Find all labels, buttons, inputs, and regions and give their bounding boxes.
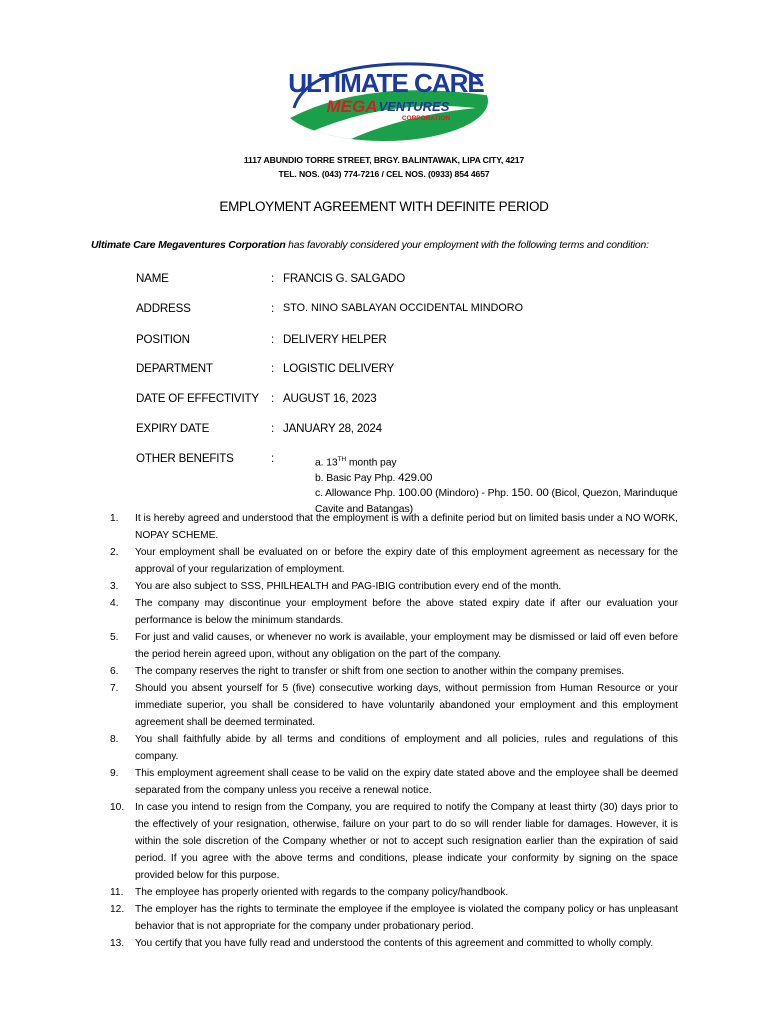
field-value: DELIVERY HELPER [283, 333, 387, 346]
benefit-text: a. 13 [315, 457, 338, 469]
term-text: Should you absent yourself for 5 (five) consecutive working days, without permission from Human Resource or your immediate superior, you shall be considered to have voluntarily abandoned your employment and this employment agreement shall be deemed terminated. [135, 683, 678, 728]
term-text: The employer has the rights to terminate the employee if the employee is violated the company policy or has unpleasant behavior that is not appropriate for the company under probationary period. [135, 904, 678, 932]
term-number: 13. [110, 938, 125, 949]
field-label: EXPIRY DATE [136, 422, 210, 435]
term-text: You certify that you have fully read and understood the contents of this agreement and committed to wholly comply. [135, 938, 654, 949]
document-title: EMPLOYMENT AGREEMENT WITH DEFINITE PERIOD [219, 199, 549, 214]
term-text: It is hereby agreed and understood that the employment is with a definite period but on limited basis under a NO WORK, NOPAY SCHEME. [135, 513, 678, 541]
term-item [110, 663, 678, 680]
term-number: 11. [110, 887, 124, 898]
term-text: The company may discontinue your employment before the above stated expiry date if after our evaluation your performance is below the minimum standards. [135, 598, 678, 626]
field-value: LOGISTIC DELIVERY [283, 362, 395, 375]
benefit-13th-month [315, 452, 695, 471]
field-label: DATE OF EFFECTIVITY [136, 392, 259, 405]
term-item [110, 901, 678, 935]
term-number: 8. [110, 734, 119, 745]
svg-text:MEGA: MEGA [326, 97, 378, 116]
field-label: ADDRESS [136, 302, 191, 315]
svg-text:VENTURES: VENTURES [378, 99, 450, 114]
field-colon: : [271, 422, 275, 435]
field-value: FRANCIS G. SALGADO [283, 272, 406, 285]
allowance-amount-mindoro: 100.00 [398, 487, 433, 500]
field-label: DEPARTMENT [136, 362, 213, 375]
term-text: The company reserves the right to transfer or shift from one section to another within the company premises. [135, 666, 625, 677]
term-item [110, 731, 678, 765]
term-text: You shall faithfully abide by all terms and conditions of employment and all policies, rules and regulations of this company. [135, 734, 678, 762]
term-item [110, 680, 678, 731]
intro-text: has favorably considered your employment with the following terms and condition: [285, 240, 649, 251]
benefit-superscript: TH [337, 456, 347, 463]
field-label: OTHER BENEFITS [136, 452, 234, 465]
term-item [110, 884, 678, 901]
company-phones: TEL. NOS. (043) 774-7216 / CEL NOS. (0933) 854 4657 [278, 169, 490, 179]
term-item [110, 765, 678, 799]
company-address-block [0, 153, 768, 181]
field-label: NAME [136, 272, 169, 285]
term-number: 1. [110, 513, 119, 524]
intro-paragraph [91, 240, 691, 251]
field-value: AUGUST 16, 2023 [283, 392, 377, 405]
field-value: JANUARY 28, 2024 [283, 422, 382, 435]
term-text: You are also subject to SSS, PHILHEALTH and PAG-IBIG contribution every end of the month. [135, 581, 562, 592]
term-text: In case you intend to resign from the Company, you are required to notify the Company at least thirty (30) days prior to the effectively of your resignation, otherwise, failure on your part to do so will render liable for damages. However, it is within the sole discretion of the Company whether or not to accept such resignation earlier than the expiration of said period. If you agree with the above terms and conditions, please indicate your conformity by signing on the space provided below for this purpose. [135, 802, 678, 881]
company-name: Ultimate Care Megaventures Corporation [91, 240, 286, 251]
benefit-text: (Mindoro) - Php. [432, 488, 512, 500]
field-colon: : [271, 392, 275, 405]
term-number: 3. [110, 581, 119, 592]
benefit-text: c. Allowance Php. [315, 488, 399, 500]
term-item [110, 544, 678, 578]
term-text: Your employment shall be evaluated on or before the expiry date of this employment agreement as necessary for the approval of your regularization of employment. [135, 547, 678, 575]
term-item [110, 935, 678, 952]
term-number: 4. [110, 598, 119, 609]
svg-text:CORPORATION: CORPORATION [401, 115, 451, 122]
term-number: 12. [110, 904, 125, 915]
benefits-list [315, 452, 695, 517]
term-number: 7. [110, 683, 119, 694]
field-colon: : [271, 452, 275, 465]
term-item [110, 510, 678, 544]
company-logo [276, 56, 492, 146]
term-item [110, 578, 678, 595]
term-number: 9. [110, 768, 119, 779]
benefit-basic-pay [315, 471, 695, 487]
field-label: POSITION [136, 333, 190, 346]
svg-text:ULTIMATE CARE: ULTIMATE CARE [288, 68, 484, 98]
term-number: 6. [110, 666, 119, 677]
field-colon: : [271, 272, 275, 285]
term-item [110, 595, 678, 629]
basic-pay-amount: 429.00 [398, 471, 433, 484]
term-text: This employment agreement shall cease to be valid on the expiry date stated above and the employee shall be deemed separated from the company unless you receive a renewal notice. [135, 768, 678, 796]
benefit-text: (Bicol, Quezon, Marinduque Cavite and Batangas) [315, 488, 678, 515]
field-colon: : [271, 333, 275, 346]
terms-list [110, 510, 678, 952]
company-address: 1117 ABUNDIO TORRE STREET, BRGY. BALINTAWAK, LIPA CITY, 4217 [243, 155, 525, 165]
allowance-amount-others: 150. 00 [511, 487, 549, 500]
term-text: For just and valid causes, or whenever no work is available, your employment may be dismissed or laid off even before the period herein agreed upon, without any obligation on the part of the company. [135, 632, 678, 660]
field-colon: : [271, 302, 275, 315]
term-number: 2. [110, 547, 119, 558]
field-colon: : [271, 362, 275, 375]
term-item [110, 629, 678, 663]
term-item [110, 799, 678, 884]
term-number: 5. [110, 632, 119, 643]
term-number: 10. [110, 802, 125, 813]
term-text: The employee has properly oriented with regards to the company policy/handbook. [135, 887, 509, 898]
benefit-text: month pay [346, 457, 397, 469]
field-value: STO. NINO SABLAYAN OCCIDENTAL MINDORO [283, 302, 523, 314]
benefit-text: b. Basic Pay Php. [315, 472, 399, 484]
